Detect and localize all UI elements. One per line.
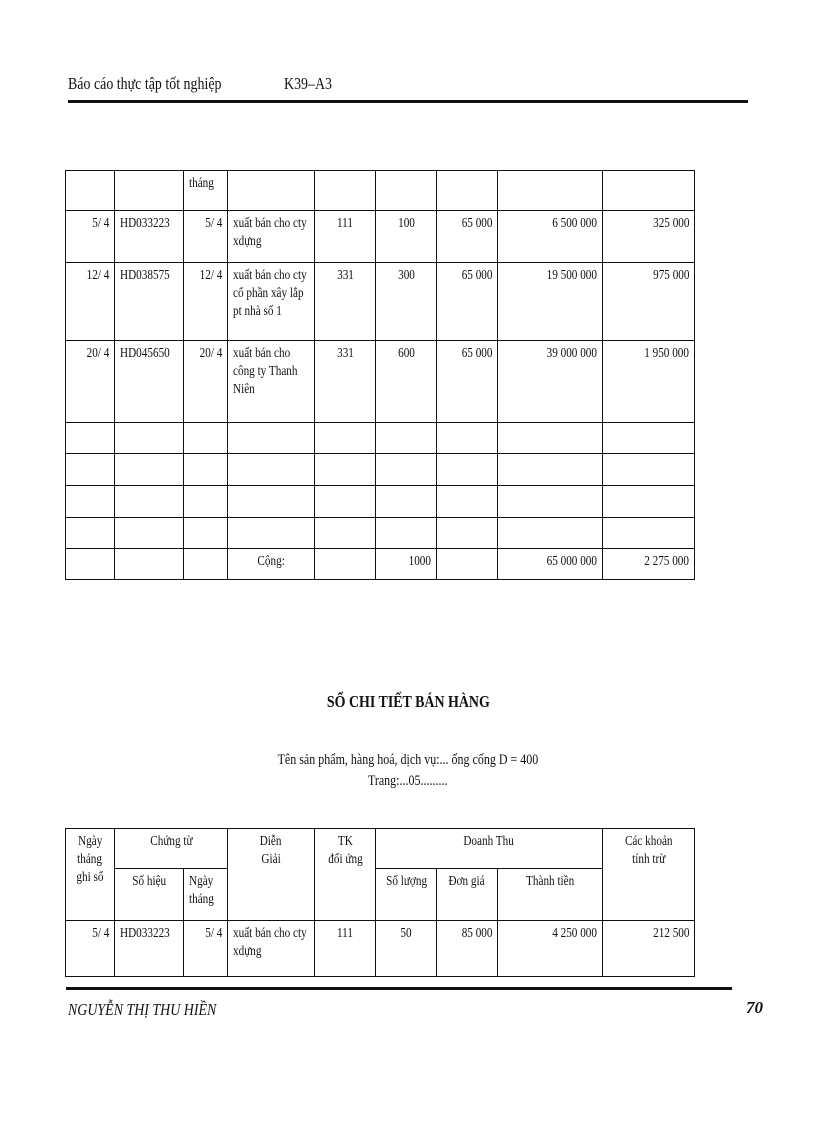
section-title: SỔ CHI TIẾT BÁN HÀNG xyxy=(326,692,490,711)
cell-quantity: 300 xyxy=(376,263,437,341)
report-title: Báo cáo thực tập tốt nghiệp xyxy=(68,74,222,93)
cell-deduction: 975 000 xyxy=(603,263,695,341)
cell-account: 111 xyxy=(315,921,376,977)
cell-description: xuất bán cho cty cổ phần xây lắp pt nhà số 1 xyxy=(228,263,315,341)
cell-invoice: HD045650 xyxy=(115,341,184,423)
footer-divider xyxy=(66,987,732,990)
cell-amount: 6 500 000 xyxy=(498,211,603,263)
cell-invoice-date: 20/ 4 xyxy=(184,341,228,423)
table-row xyxy=(66,211,695,263)
header-price: Đơn giá xyxy=(437,869,498,921)
product-line: Tên sản phẩm, hàng hoá, dịch vụ:... ống cống D = 400 xyxy=(277,752,539,768)
page-line: Trang:...05......... xyxy=(368,773,448,789)
table-row xyxy=(66,263,695,341)
class-code: K39–A3 xyxy=(284,74,333,93)
header-row xyxy=(66,171,695,211)
page-number: 70 xyxy=(746,998,763,1017)
empty-row xyxy=(66,518,695,549)
total-row xyxy=(66,549,695,580)
sales-table-continued xyxy=(65,170,695,580)
cell-date: 5/ 4 xyxy=(66,921,115,977)
cell-invoice: HD033223 xyxy=(115,921,184,977)
cell-deduction: 1 950 000 xyxy=(603,341,695,423)
cell-account: 331 xyxy=(315,263,376,341)
header-invoice-no: Số hiệu xyxy=(115,869,184,921)
cell-date: 12/ 4 xyxy=(66,263,115,341)
header-account: TK đối ứng xyxy=(315,829,376,921)
cell-invoice-date: 12/ 4 xyxy=(184,263,228,341)
total-label: Cộng: xyxy=(228,549,315,580)
total-deduction: 2 275 000 xyxy=(603,549,695,580)
cell-price: 65 000 xyxy=(437,341,498,423)
header-date: Ngày tháng ghi sổ xyxy=(66,829,115,921)
header-description: Diễn Giải xyxy=(228,829,315,921)
cell-description: xuất bán cho công ty Thanh Niên xyxy=(228,341,315,423)
total-quantity: 1000 xyxy=(376,549,437,580)
cell-amount: 19 500 000 xyxy=(498,263,603,341)
cell-account: 111 xyxy=(315,211,376,263)
cell-quantity: 100 xyxy=(376,211,437,263)
cell-amount: 4 250 000 xyxy=(498,921,603,977)
total-amount: 65 000 000 xyxy=(498,549,603,580)
header-amount: Thành tiền xyxy=(498,869,603,921)
cell-account: 331 xyxy=(315,341,376,423)
cell-invoice-date: 5/ 4 xyxy=(184,921,228,977)
header-quantity: Số lượng xyxy=(376,869,437,921)
table-row xyxy=(66,921,695,977)
cell-price: 85 000 xyxy=(437,921,498,977)
cell-invoice: HD033223 xyxy=(115,211,184,263)
cell-amount: 39 000 000 xyxy=(498,341,603,423)
empty-row xyxy=(66,486,695,518)
sales-detail-table xyxy=(65,828,695,977)
cell-invoice: HD038575 xyxy=(115,263,184,341)
author-name: NGUYỄN THỊ THU HIỀN xyxy=(68,1000,217,1019)
cell-date: 5/ 4 xyxy=(66,211,115,263)
page-header xyxy=(68,72,748,103)
cell-price: 65 000 xyxy=(437,211,498,263)
header-invoice-date: Ngày tháng xyxy=(184,869,228,921)
header-voucher: Chứng từ xyxy=(115,829,228,869)
header-deduction: Các khoản tính trừ xyxy=(603,829,695,921)
cell-price: 65 000 xyxy=(437,263,498,341)
cell-description: xuất bán cho cty xdựng xyxy=(228,921,315,977)
cell-quantity: 50 xyxy=(376,921,437,977)
header-row-bottom xyxy=(66,869,695,921)
cell-quantity: 600 xyxy=(376,341,437,423)
empty-row xyxy=(66,454,695,486)
cell-deduction: 325 000 xyxy=(603,211,695,263)
header-revenue: Doanh Thu xyxy=(376,829,603,869)
empty-row xyxy=(66,423,695,454)
cell-deduction: 212 500 xyxy=(603,921,695,977)
table-row xyxy=(66,341,695,423)
cell-invoice-date: 5/ 4 xyxy=(184,211,228,263)
header-row-top xyxy=(66,829,695,869)
cell-description: xuất bán cho cty xdựng xyxy=(228,211,315,263)
cell-date: 20/ 4 xyxy=(66,341,115,423)
header-cell-month: tháng xyxy=(184,171,228,211)
